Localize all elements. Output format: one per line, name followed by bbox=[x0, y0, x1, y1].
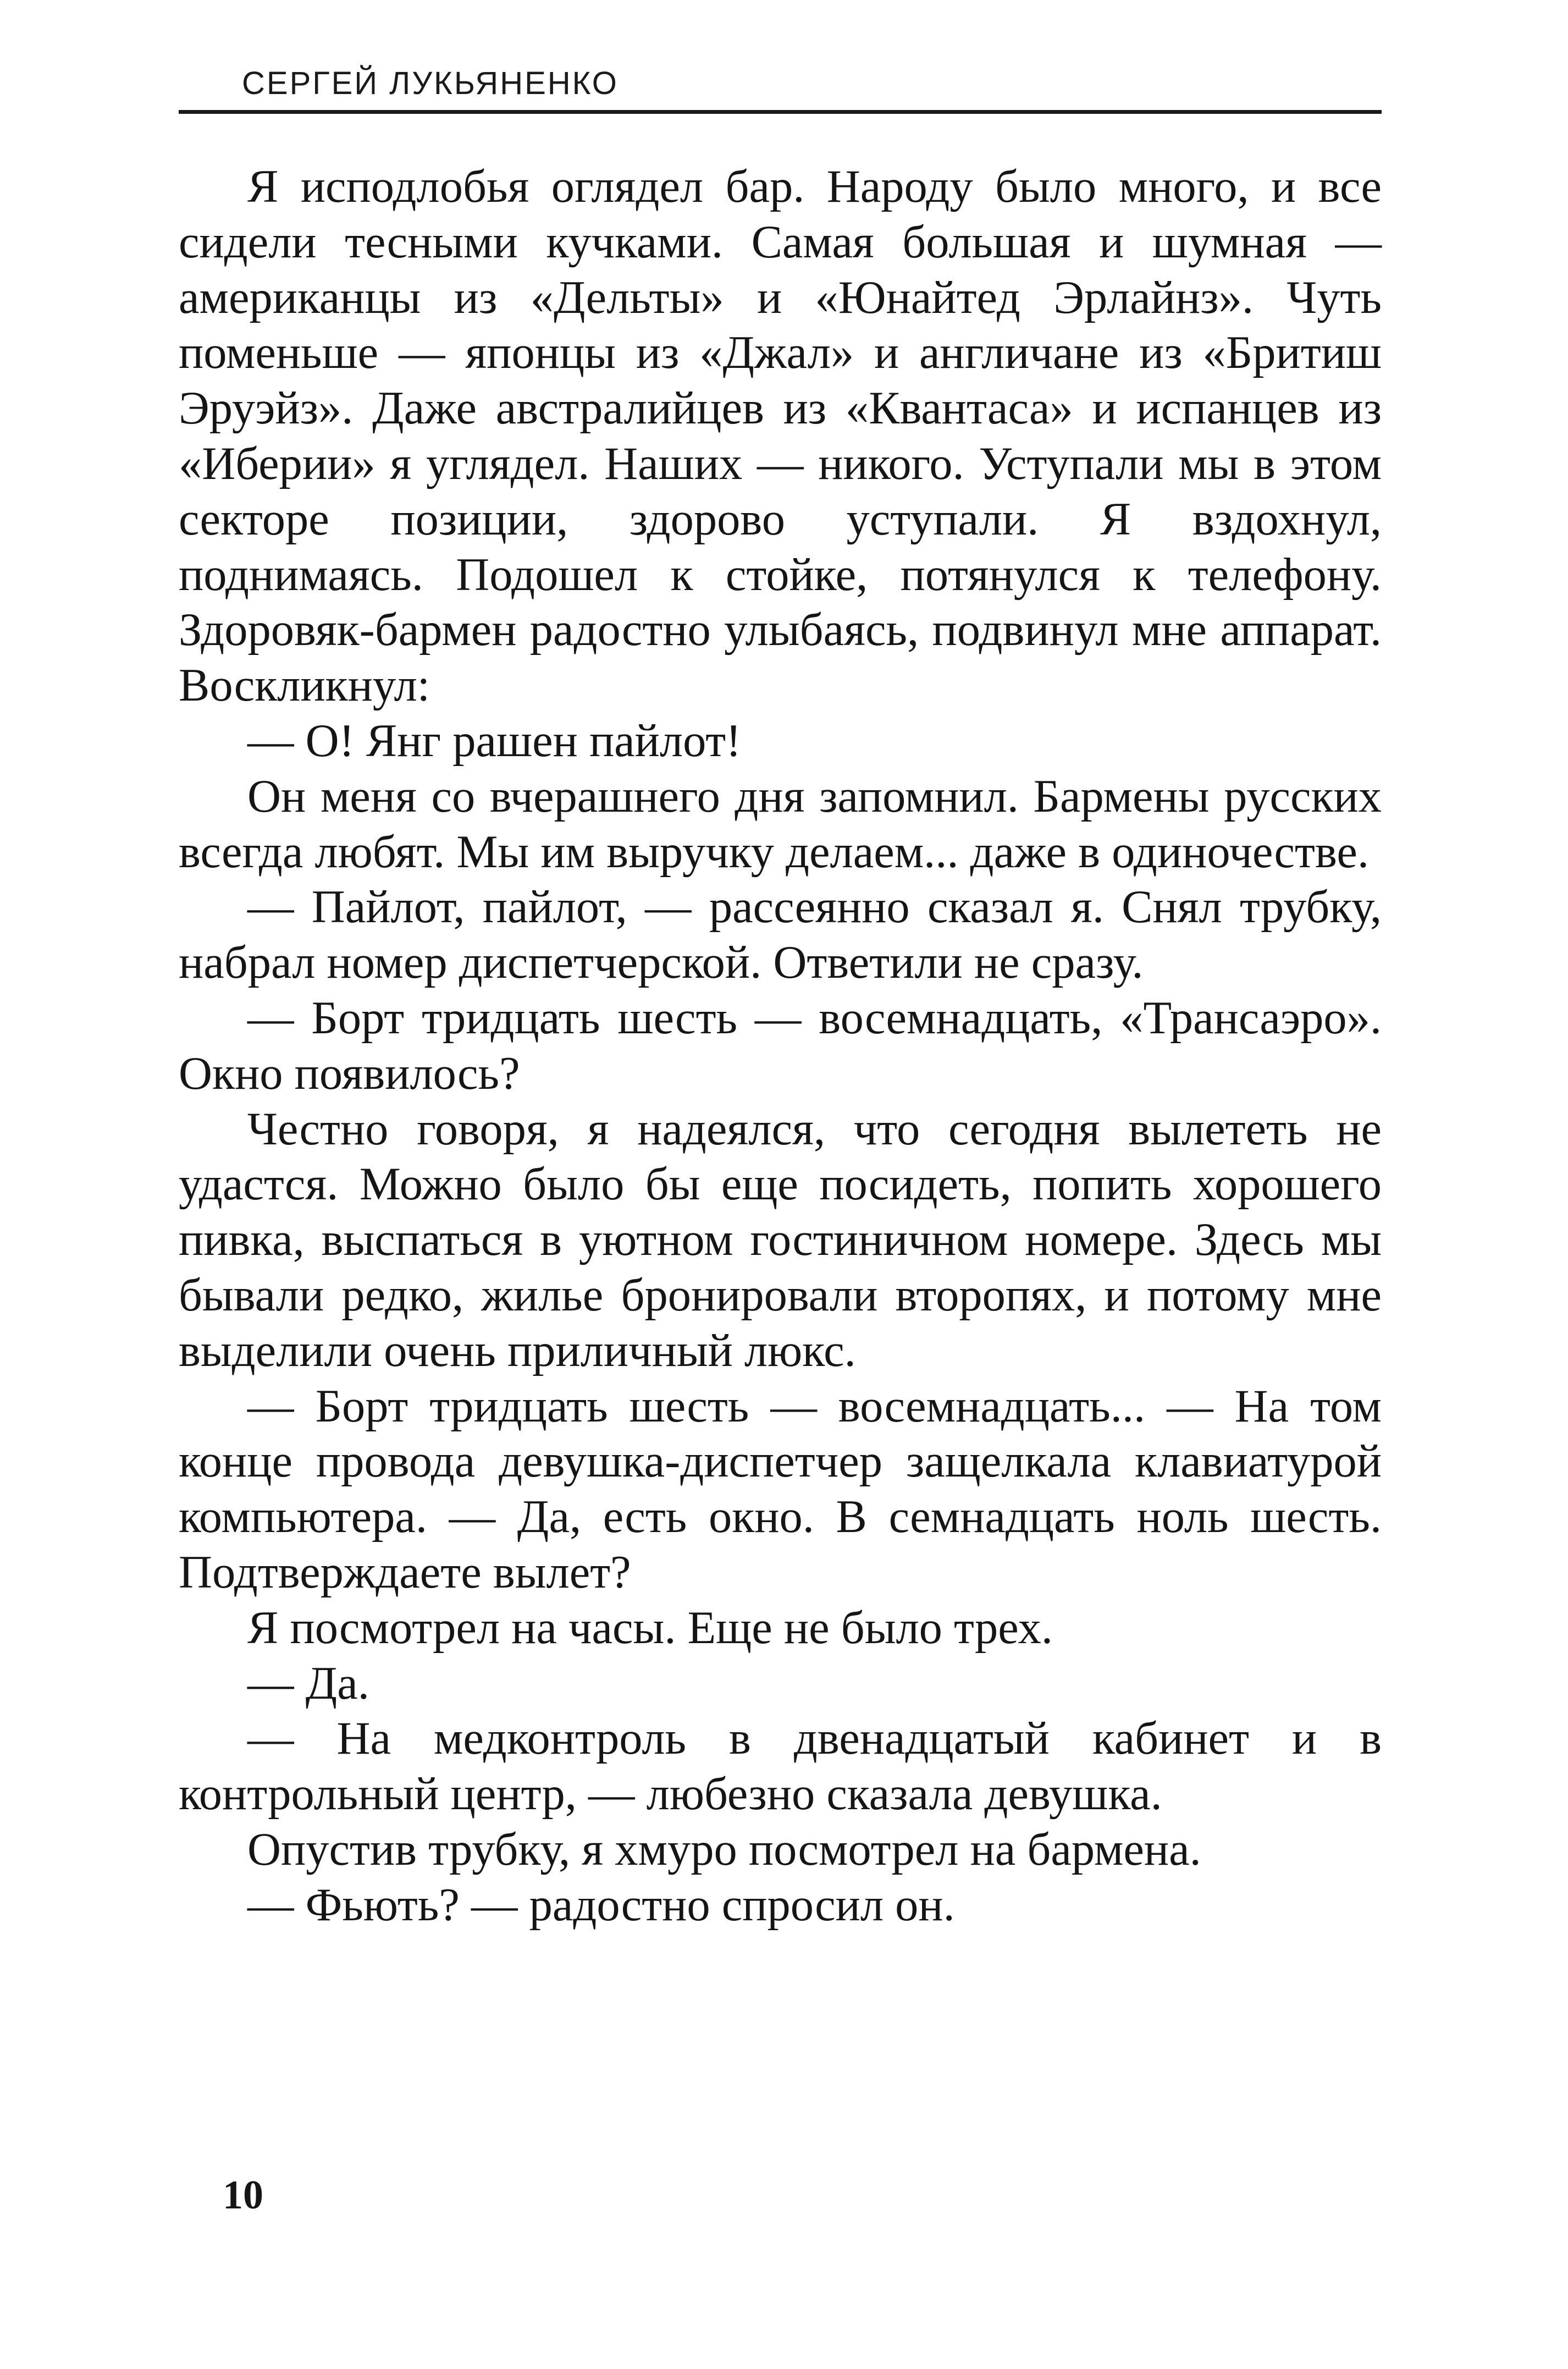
paragraph-2: — О! Янг рашен пайлот! bbox=[247, 715, 742, 767]
paragraph-8: Я посмотрел на часы. Еще не было трех. bbox=[247, 1602, 1053, 1654]
page-number: 10 bbox=[223, 2173, 263, 2218]
paragraph-6: Честно говоря, я надеялся, что сегодня вылететь не удастся. Можно было бы еще посидеть, попить хорошего пивка, выспаться в уютном гостиничном номере. Здесь мы бывали редко, жилье бронировали второпях, и потому мне выделили очень приличный люкс. bbox=[179, 1103, 1382, 1376]
paragraph-9: — Да. bbox=[247, 1657, 369, 1709]
paragraph-7: — Борт тридцать шесть — восемнадцать... — На том конце провода девушка-диспетчер защелкала клавиатурой компьютера. — Да, есть окно. В семнадцать ноль шесть. Подтверждаете вылет? bbox=[179, 1380, 1382, 1598]
paragraph-11: Опустив трубку, я хмуро посмотрел на бармена. bbox=[247, 1823, 1201, 1875]
paragraph-10: — На медконтроль в двенадцатый кабинет и в контрольный центр, — любезно сказала девушка. bbox=[179, 1713, 1382, 1820]
paragraph-12: — Фьють? — радостно спросил он. bbox=[247, 1879, 955, 1931]
paragraph-5: — Борт тридцать шесть — восемнадцать, «Трансаэро». Окно появилось? bbox=[179, 992, 1382, 1099]
running-head-author: СЕРГЕЙ ЛУКЬЯНЕНКО bbox=[242, 65, 619, 101]
body-text bbox=[179, 159, 1382, 1933]
paragraph-4: — Пайлот, пайлот, — рассеянно сказал я. Снял трубку, набрал номер диспетчерской. Ответили не сразу. bbox=[179, 882, 1382, 989]
paragraph-1: Я исподлобья оглядел бар. Народу было много, и все сидели тесными кучками. Самая большая и шумная — американцы из «Дельты» и «Юнайтед Эрлайнз». Чуть поменьше — японцы из «Джал» и англичане из «Бритиш Эруэйз». Даже австралийцев из «Квантаса» и испанцев из «Иберии» я углядел. Наших — никого. Уступали мы в этом секторе позиции, здорово уступали. Я вздохнул, поднимаясь. Подошел к стойке, потянулся к телефону. Здоровяк-бармен радостно улыбаясь, подвинул мне аппарат. Воскликнул: bbox=[179, 161, 1382, 712]
header-rule bbox=[179, 110, 1382, 114]
paragraph-3: Он меня со вчерашнего дня запомнил. Бармены русских всегда любят. Мы им выручку делаем... даже в одиночестве. bbox=[179, 770, 1382, 878]
